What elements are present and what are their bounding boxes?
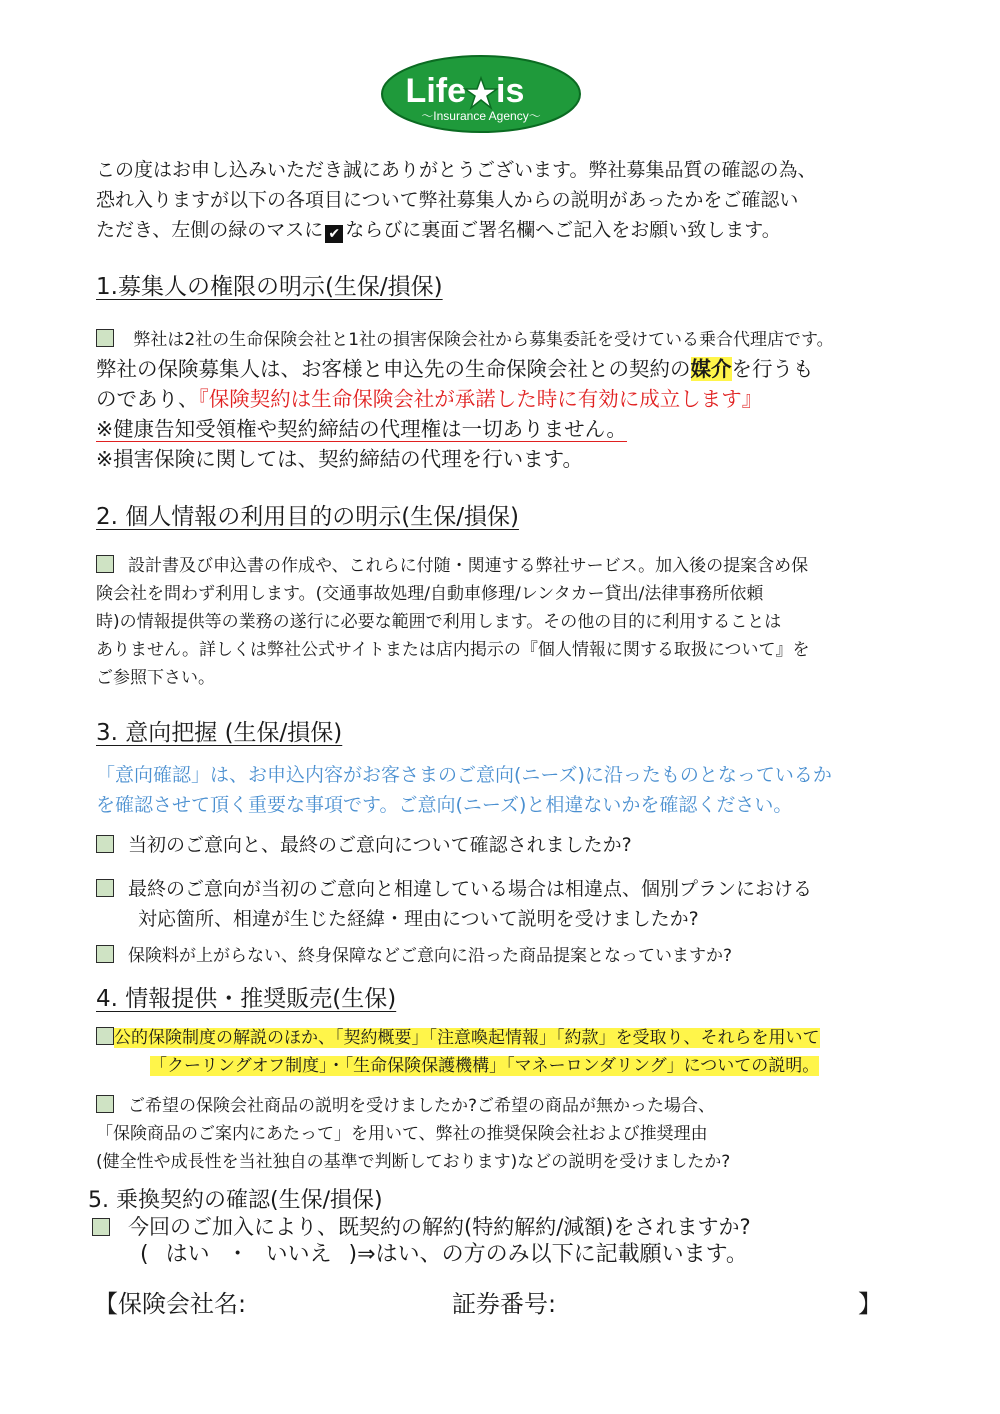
section-2-paragraph: 設計書及び申込書の作成や、これらに付随・関連する弊社サービス。加入後の提案含め保 険会社を問わず利用します。(交通事故処理/自動車修理/レンタカー貸出/法律事務所依頼 時)の情報提供等の業務の遂行に必要な範囲で利用します。その他の目的に利用することは ありません。詳しくは弊社公式サイトまたは店内掲示の『個人情報に関する取扱について』を ご参照下さい。 [96, 556, 810, 688]
section-4-heading: 4. 情報提供・推奨販売(生保) [96, 986, 397, 1012]
section-1-item-text: 弊社は2社の生命保険会社と1社の損害保険会社から募集委託を受けている乗合代理店です。 [133, 330, 834, 350]
intro-line: 恐れ入りますが以下の各項目について弊社募集人からの説明があったかをご確認い [96, 189, 799, 211]
section-1-heading: 1.募集人の権限の明示(生保/損保) [96, 274, 443, 300]
closing-bracket: 】 [858, 1290, 882, 1318]
checkmark-icon: ✔ [325, 225, 343, 243]
intent-q3-checkbox[interactable] [96, 945, 114, 963]
highlight-mediation: 媒介 [690, 357, 732, 381]
section-3-heading: 3. 意向把握 (生保/損保) [96, 720, 343, 746]
section-5-heading: 5. 乗換契約の確認(生保/損保) [88, 1188, 383, 1213]
intent-q2-checkbox[interactable] [96, 879, 114, 897]
nonlife-agency-notice: ※損害保険に関しては、契約締結の代理を行います。 [96, 447, 584, 471]
policy-number-label: 証券番号: [452, 1290, 557, 1318]
disclosure-checkbox[interactable] [96, 1027, 114, 1045]
section-2-checkbox[interactable] [96, 555, 114, 573]
intro-line: この度はお申し込みいただき誠にありがとうございます。弊社募集品質の確認の為、 [96, 159, 817, 181]
logo-tagline: 〜Insurance Agency〜 [421, 109, 541, 123]
disclosure-text-1: 公的保険制度の解説のほか、「契約概要」「注意喚起情報」「約款」を受取り、それらを用いて [114, 1028, 820, 1048]
intro-paragraph [96, 155, 816, 245]
switch-contract-checkbox[interactable] [92, 1218, 110, 1236]
insurer-name-label: 【保険会社名: [94, 1290, 247, 1318]
no-authority-notice: ※健康告知受領権や契約締結の代理権は一切ありません。 [96, 417, 627, 441]
intent-question-3: 保険料が上がらない、終身保障などご意向に沿った商品提案となっていますか? [96, 942, 732, 970]
disclosure-item [96, 1024, 820, 1080]
switch-contract-question: 今回のご加入により、既契約の解約(特約解約/減額)をされますか? [92, 1212, 751, 1242]
section-1-checkbox[interactable] [96, 329, 114, 347]
recommendation-item: ご希望の保険会社商品の説明を受けましたか?ご希望の商品が無かった場合、 「保険商品のご案内にあたって」を用いて、弊社の推奨保険会社および推奨理由 (健全性や成長性を当社独自の基準で判断しております)などの説明を受けましたか? [96, 1096, 731, 1172]
intent-note: 「意向確認」は、お申込内容がお客さまのご意向(ニーズ)に沿ったものとなっているか を確認させて頂く重要な事項です。ご意向(ニーズ)と相違ないかを確認ください。 [96, 764, 832, 816]
section-1-item [96, 326, 834, 354]
recommendation-checkbox[interactable] [96, 1095, 114, 1113]
intent-question-2: 最終のご意向が当初のご意向と相違している場合は相違点、個別プランにおける 対応箇所、相違が生じた経緯・理由について説明を受けましたか? [96, 874, 812, 934]
contract-validity-notice: 『保険契約は生命保険会社が承諾した時に有効に成立します』 [198, 387, 763, 411]
intro-line: ただき、左側の緑のマスに ✔ ならびに裏面ご署名欄へご記入をお願い致します。 [96, 219, 781, 242]
intent-question-1: 当初のご意向と、最終のご意向について確認されましたか? [96, 830, 632, 860]
disclosure-text-2: 「クーリングオフ制度」・「生命保険保護機構」「マネーロンダリング」についての説明。 [150, 1056, 820, 1076]
section-2-heading: 2. 個人情報の利用目的の明示(生保/損保) [96, 504, 519, 530]
life-is-logo [380, 54, 582, 134]
intent-q1-checkbox[interactable] [96, 835, 114, 853]
logo-brand-left: Life [405, 72, 466, 110]
logo-brand-right: is [496, 72, 525, 110]
section-1-paragraph: 弊社の保険募集人は、お客様と申込先の生命保険会社との契約の媒介を行うも のであり、『保険契約は生命保険会社が承諾した時に有効に成立します』 ※健康告知受領権や契約締結の代理権は一切ありません。 ※損害保険に関しては、契約締結の代理を行います。 [96, 354, 814, 474]
yes-no-choice[interactable]: ( はい ・ いいえ )⇒はい、の方のみ以下に記載願います。 [140, 1242, 748, 1267]
